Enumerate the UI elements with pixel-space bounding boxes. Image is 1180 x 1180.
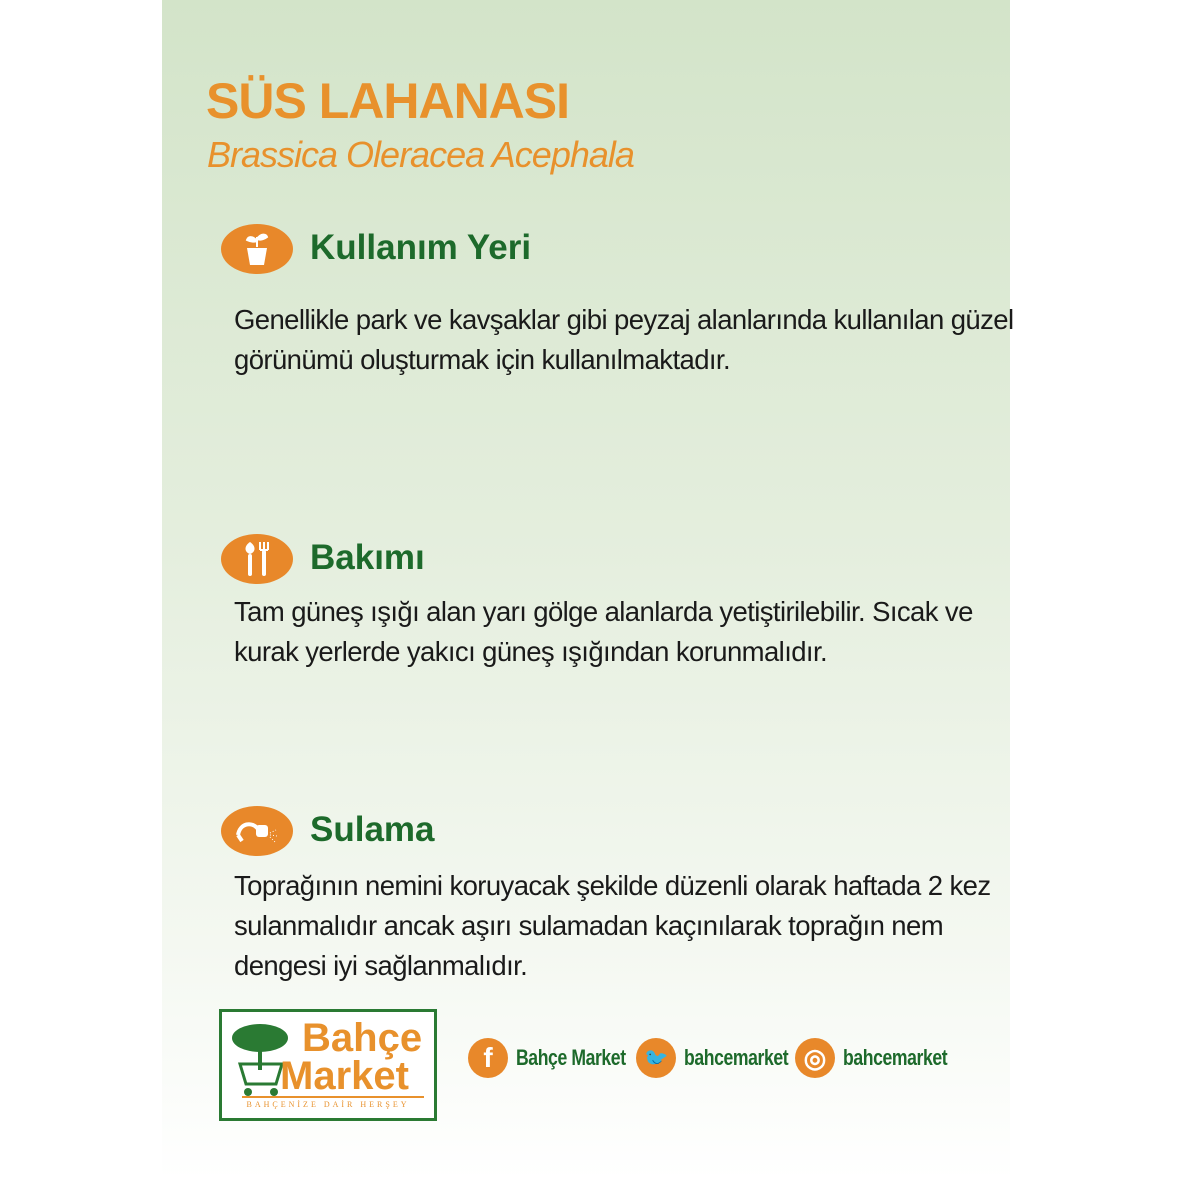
section-heading-watering: Sulama bbox=[310, 810, 435, 849]
section-body-care: Tam güneş ışığı alan yarı gölge alanlarda yetiştirilebilir. Sıcak ve kurak yerlerde yakıcı güneş ışığından korunmalıdır. bbox=[234, 596, 973, 667]
twitter-handle: bahcemarket bbox=[684, 1045, 789, 1070]
facebook-icon: f bbox=[468, 1038, 508, 1078]
logo-tagline: BAHÇENİZE DAİR HERŞEY bbox=[246, 1100, 410, 1109]
instagram-handle: bahcemarket bbox=[843, 1045, 948, 1070]
section-heading-care: Bakımı bbox=[310, 538, 425, 577]
social-facebook[interactable] bbox=[468, 1038, 653, 1078]
page-title: SÜS LAHANASI bbox=[206, 73, 570, 129]
social-twitter[interactable] bbox=[636, 1038, 814, 1078]
latin-name: Brassica Oleracea Acephala bbox=[207, 134, 634, 175]
garden-tools-icon bbox=[221, 534, 293, 584]
facebook-handle: Bahçe Market bbox=[516, 1045, 626, 1070]
instagram-icon: ◎ bbox=[795, 1038, 835, 1078]
social-instagram[interactable] bbox=[795, 1038, 973, 1078]
logo-divider bbox=[242, 1096, 424, 1098]
logo-line2: Market bbox=[280, 1054, 409, 1098]
info-card bbox=[162, 0, 1010, 1180]
section-body-usage: Genellikle park ve kavşaklar gibi peyzaj alanlarında kullanılan güzel görünümü oluşturmak için kullanılmaktadır. bbox=[234, 304, 1014, 375]
logo-line1: Bahçe bbox=[302, 1016, 423, 1060]
section-body-watering: Toprağının nemini koruyacak şekilde düzenli olarak haftada 2 kez sulanmalıdır ancak aşırı sulamadan kaçınılarak toprağın nem dengesi iyi sağlanmalıdır. bbox=[234, 870, 991, 981]
section-heading-usage: Kullanım Yeri bbox=[310, 228, 532, 267]
watering-icon bbox=[221, 806, 293, 856]
brand-logo bbox=[219, 1009, 437, 1121]
twitter-icon: 🐦 bbox=[636, 1038, 676, 1078]
plant-pot-icon bbox=[221, 224, 293, 274]
